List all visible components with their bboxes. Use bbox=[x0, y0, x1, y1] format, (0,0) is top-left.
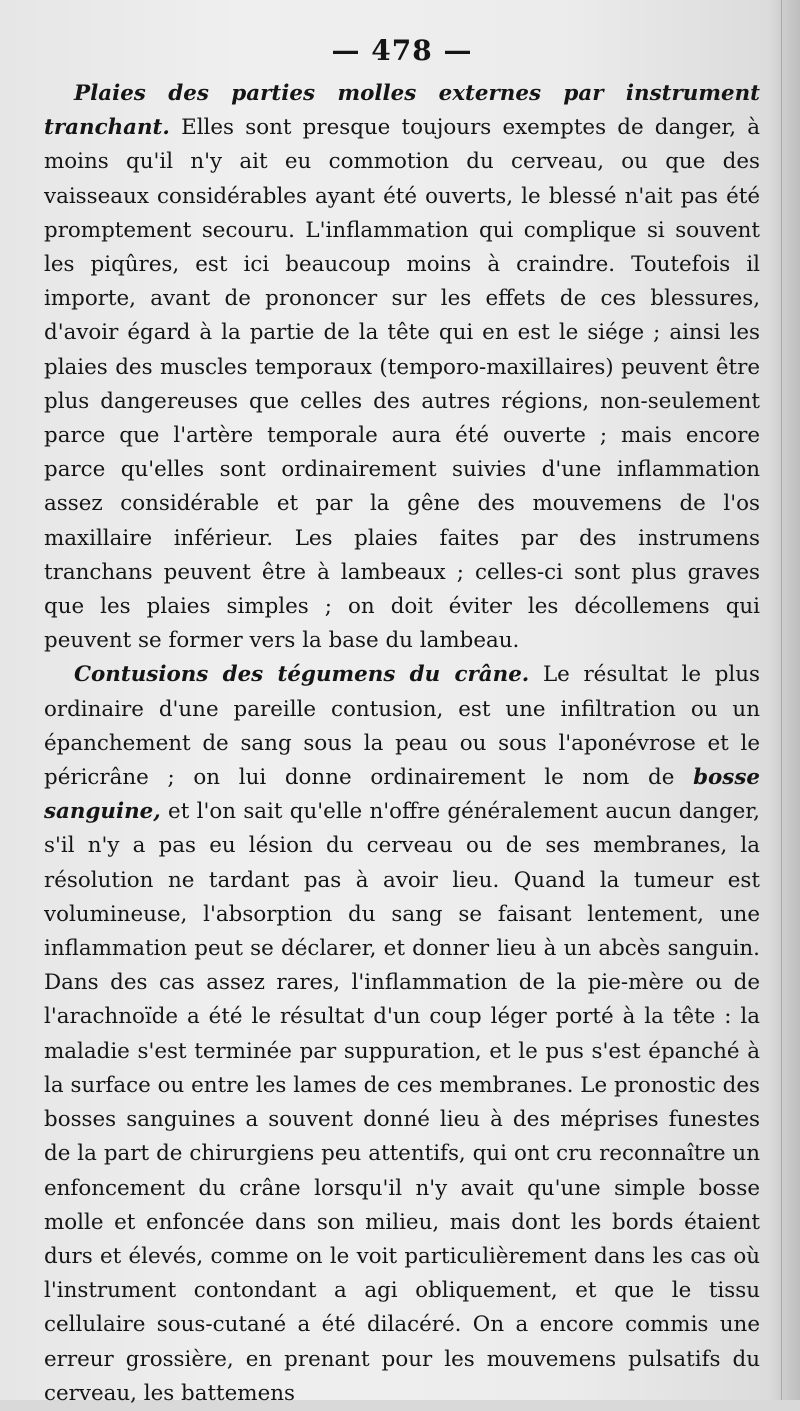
paragraph-text-contusions-part1: Le résultat le plus ordinaire d'une pareille contusion, est une infiltration ou un épanchement de sang sous la peau ou sous l'aponévrose et le péricrâne ; on lui donne ordinairement le nom de bbox=[44, 662, 760, 791]
paragraph-plaies bbox=[44, 77, 760, 658]
page-body bbox=[44, 77, 760, 1411]
paragraph-text-plaies: Elles sont presque toujours exemptes de danger, à moins qu'il n'y ait eu commotion du cerveau, ou que des vaisseaux considérables ayant été ouverts, le blessé n'ait pas été promptement secouru. L'inflammation qui complique si souvent les piqûres, est ici beaucoup moins à craindre. Toutefois il importe, avant de prononcer sur les effets de ces blessures, d'avoir égard à la partie de la tête qui en est le siége ; ainsi les plaies des muscles temporaux (temporo-maxillaires) peuvent être plus dangereuses que celles des autres régions, non-seulement parce que l'artère temporale aura été ouverte ; mais encore parce qu'elles sont ordinairement suivies d'une inflammation assez considérable et par la gêne des mouvemens de l'os maxillaire inférieur. Les plaies faites par des instrumens tranchans peuvent être à lambeaux ; celles-ci sont plus graves que les plaies simples ; on doit éviter les décollemens qui peuvent se former vers la base du lambeau. bbox=[44, 115, 760, 654]
section-heading-plaies: Plaies des parties molles externes par instrument tranchant. bbox=[44, 81, 760, 141]
section-heading-contusions: Contusions des tégumens du crâne. bbox=[74, 662, 530, 688]
paragraph-contusions bbox=[44, 658, 760, 1410]
term-bosse-sanguine: bosse sanguine, bbox=[44, 765, 760, 825]
page-number: — 478 — bbox=[331, 34, 473, 67]
paragraph-text-contusions-part2: et l'on sait qu'elle n'offre généralement aucun danger, s'il n'y a pas eu lésion du cerveau ou de ses membranes, la résolution ne tardant pas à avoir lieu. Quand la tumeur est volumineuse, l'absorption du sang se faisant lentement, une inflammation peut se déclarer, et donner lieu à un abcès sanguin. Dans des cas assez rares, l'inflammation de la pie-mère ou de l'arachnoïde a été le résultat d'un coup léger porté à la tête : la maladie s'est terminée par suppuration, et le pus s'est épanché à la surface ou entre les lames de ces membranes. Le pronostic des bosses sanguines a souvent donné lieu à des méprises funestes de la part de chirurgiens peu attentifs, qui ont cru reconnaître un enfoncement du crâne lorsqu'il n'y avait qu'une simple bosse molle et enfoncée dans son milieu, mais dont les bords étaient durs et élevés, comme on le voit particulièrement dans les cas où l'instrument contondant a agi obliquement, et que le tissu cellulaire sous-cutané a été dilacéré. On a encore commis une erreur grossière, en prenant pour les mouvemens pulsatifs du cerveau, les battemens bbox=[44, 799, 760, 1406]
page-edge-shadow bbox=[781, 0, 782, 1400]
